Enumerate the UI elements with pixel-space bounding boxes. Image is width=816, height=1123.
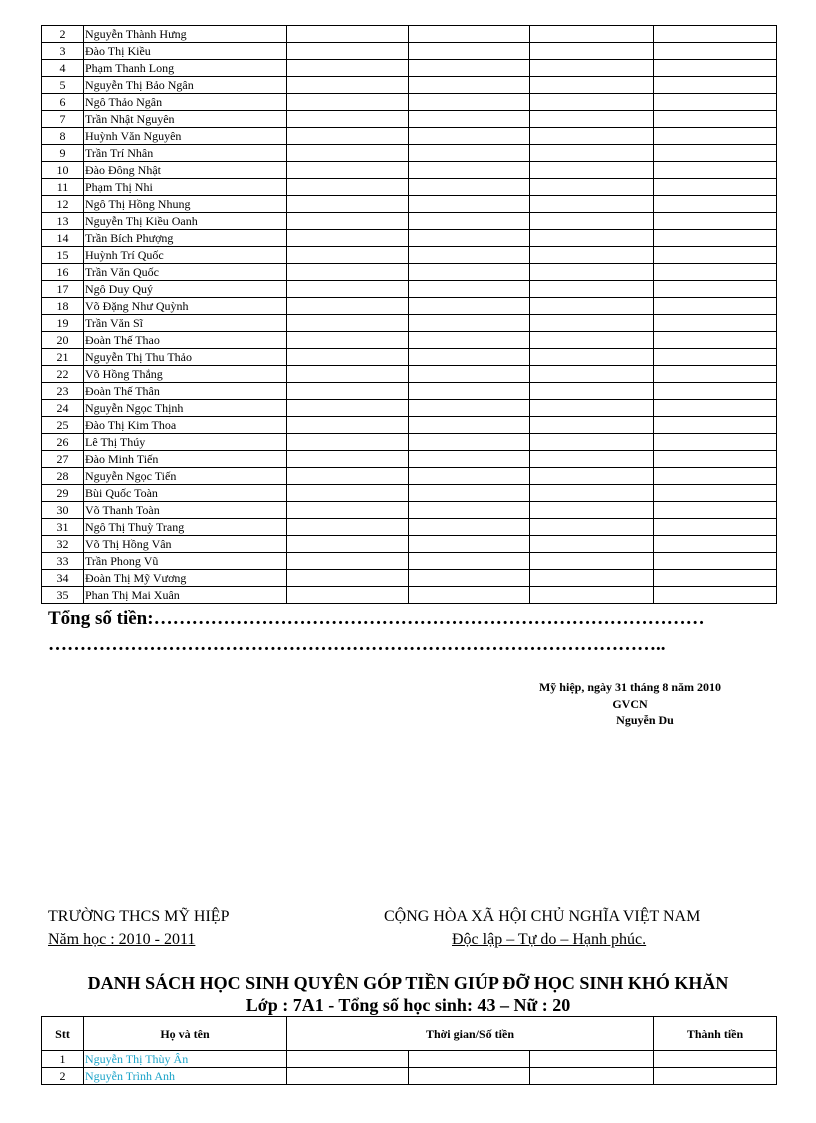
row-stt: 22 (42, 366, 84, 383)
row-student-name: Phan Thị Mai Xuân (84, 587, 287, 604)
table-row (42, 94, 777, 111)
row-amount-cell[interactable] (287, 383, 409, 400)
row-amount-cell[interactable] (409, 196, 530, 213)
header-time-amount: Thời gian/Số tiền (287, 1017, 654, 1051)
row-amount-cell[interactable] (654, 247, 777, 264)
row-student-name: Đoàn Thế Thân (84, 383, 287, 400)
row-stt: 29 (42, 485, 84, 502)
class-summary: Lớp : 7A1 - Tổng số học sinh: 43 – Nữ : 20 (245, 995, 571, 1015)
row-amount-cell[interactable] (287, 145, 409, 162)
row-amount-cell[interactable] (530, 315, 654, 332)
row-stt: 12 (42, 196, 84, 213)
row-amount-cell[interactable] (287, 349, 409, 366)
row-amount-cell[interactable] (654, 519, 777, 536)
row-amount-cell[interactable] (654, 60, 777, 77)
table-row (42, 349, 777, 366)
row-amount-cell[interactable] (530, 468, 654, 485)
row-student-name: Trần Nhật Nguyên (84, 111, 287, 128)
row-student-name: Nguyễn Trình Anh (84, 1068, 287, 1085)
row-amount-cell[interactable] (530, 179, 654, 196)
table-row (42, 434, 777, 451)
republic-heading: CỘNG HÒA XÃ HỘI CHỦ NGHĨA VIỆT NAM (384, 908, 701, 925)
donation-table-body (42, 1051, 777, 1085)
row-amount-cell[interactable] (287, 43, 409, 60)
row-student-name: Ngô Thảo Ngân (84, 94, 287, 111)
row-student-name: Bùi Quốc Toàn (84, 485, 287, 502)
row-amount-cell[interactable] (654, 26, 777, 43)
row-amount-cell[interactable] (287, 434, 409, 451)
row-student-name: Trần Văn Quốc (84, 264, 287, 281)
row-amount-cell[interactable] (287, 332, 409, 349)
row-amount-cell[interactable] (530, 587, 654, 604)
document-title: DANH SÁCH HỌC SINH QUYÊN GÓP TIỀN GIÚP ĐỠ HỌC SINH KHÓ KHĂN (87, 973, 729, 993)
row-amount-cell[interactable] (287, 60, 409, 77)
row-amount-cell[interactable] (409, 230, 530, 247)
row-amount-cell[interactable] (654, 94, 777, 111)
row-amount-cell[interactable] (409, 485, 530, 502)
row-amount-cell[interactable] (287, 400, 409, 417)
table-row (42, 536, 777, 553)
row-student-name: Nguyễn Thị Thùy Ân (84, 1051, 287, 1068)
row-amount-cell[interactable] (287, 502, 409, 519)
table-row (42, 247, 777, 264)
row-amount-cell[interactable] (409, 60, 530, 77)
row-amount-cell[interactable] (654, 502, 777, 519)
row-stt: 10 (42, 162, 84, 179)
row-amount-cell[interactable] (287, 162, 409, 179)
row-amount-cell[interactable] (654, 570, 777, 587)
table-row (42, 366, 777, 383)
row-amount-cell[interactable] (409, 162, 530, 179)
row-amount-cell[interactable] (409, 383, 530, 400)
row-amount-cell[interactable] (409, 366, 530, 383)
table-row (42, 587, 777, 604)
row-amount-cell[interactable] (530, 298, 654, 315)
table-row (42, 1068, 777, 1085)
row-amount-cell[interactable] (530, 417, 654, 434)
row-amount-cell[interactable] (287, 587, 409, 604)
row-amount-cell[interactable] (287, 1068, 409, 1085)
row-stt: 20 (42, 332, 84, 349)
row-amount-cell[interactable] (409, 451, 530, 468)
row-stt: 8 (42, 128, 84, 145)
row-amount-cell[interactable] (409, 281, 530, 298)
row-amount-cell[interactable] (654, 196, 777, 213)
row-student-name: Đào Đông Nhật (84, 162, 287, 179)
table-row (42, 128, 777, 145)
row-amount-cell[interactable] (654, 43, 777, 60)
row-student-name: Trần Bích Phượng (84, 230, 287, 247)
row-student-name: Võ Thị Hồng Vân (84, 536, 287, 553)
row-amount-cell[interactable] (530, 264, 654, 281)
row-stt: 30 (42, 502, 84, 519)
row-amount-cell[interactable] (654, 383, 777, 400)
table-row (42, 502, 777, 519)
row-amount-cell[interactable] (654, 77, 777, 94)
row-stt: 9 (42, 145, 84, 162)
row-amount-cell[interactable] (530, 145, 654, 162)
row-amount-cell[interactable] (530, 43, 654, 60)
row-amount-cell[interactable] (654, 179, 777, 196)
row-amount-cell[interactable] (409, 536, 530, 553)
row-student-name: Đào Minh Tiến (84, 451, 287, 468)
row-amount-cell[interactable] (287, 230, 409, 247)
row-amount-cell[interactable] (654, 332, 777, 349)
row-amount-cell[interactable] (530, 60, 654, 77)
row-amount-cell[interactable] (530, 502, 654, 519)
row-amount-cell[interactable] (654, 553, 777, 570)
header-stt: Stt (42, 1017, 84, 1051)
row-amount-cell[interactable] (287, 213, 409, 230)
row-amount-cell[interactable] (287, 111, 409, 128)
row-student-name: Nguyễn Thị Bảo Ngân (84, 77, 287, 94)
row-amount-cell[interactable] (654, 213, 777, 230)
row-amount-cell[interactable] (530, 451, 654, 468)
row-student-name: Huỳnh Trí Quốc (84, 247, 287, 264)
table-row (42, 468, 777, 485)
row-amount-cell[interactable] (409, 179, 530, 196)
row-amount-cell[interactable] (654, 536, 777, 553)
row-amount-cell[interactable] (409, 213, 530, 230)
row-amount-cell[interactable] (654, 145, 777, 162)
row-stt: 24 (42, 400, 84, 417)
row-amount-cell[interactable] (409, 94, 530, 111)
row-amount-cell[interactable] (287, 519, 409, 536)
row-amount-cell[interactable] (409, 417, 530, 434)
row-amount-cell[interactable] (409, 128, 530, 145)
row-amount-cell[interactable] (654, 451, 777, 468)
row-amount-cell[interactable] (530, 128, 654, 145)
row-amount-cell[interactable] (409, 145, 530, 162)
row-amount-cell[interactable] (287, 315, 409, 332)
row-amount-cell[interactable] (287, 485, 409, 502)
row-student-name: Trần Văn Sĩ (84, 315, 287, 332)
table-row (42, 281, 777, 298)
table-row (42, 77, 777, 94)
row-amount-cell[interactable] (654, 1068, 777, 1085)
total-amount-line-continued: …………………………………………………………………………………….. (48, 634, 666, 655)
row-amount-cell[interactable] (409, 434, 530, 451)
row-student-name: Huỳnh Văn Nguyên (84, 128, 287, 145)
row-amount-cell[interactable] (287, 451, 409, 468)
table-row (42, 264, 777, 281)
row-amount-cell[interactable] (530, 247, 654, 264)
row-amount-cell[interactable] (654, 468, 777, 485)
donation-table (41, 1016, 777, 1085)
row-amount-cell[interactable] (287, 128, 409, 145)
row-amount-cell[interactable] (654, 485, 777, 502)
row-amount-cell[interactable] (654, 434, 777, 451)
table-row (42, 298, 777, 315)
header-total: Thành tiền (654, 1017, 777, 1051)
row-amount-cell[interactable] (409, 1068, 530, 1085)
table-header-row (42, 1017, 777, 1051)
row-amount-cell[interactable] (409, 26, 530, 43)
row-amount-cell[interactable] (530, 26, 654, 43)
row-amount-cell[interactable] (409, 77, 530, 94)
row-amount-cell[interactable] (530, 570, 654, 587)
row-amount-cell[interactable] (409, 43, 530, 60)
row-stt: 21 (42, 349, 84, 366)
row-amount-cell[interactable] (287, 468, 409, 485)
row-stt: 2 (42, 26, 84, 43)
row-student-name: Ngô Duy Quý (84, 281, 287, 298)
row-amount-cell[interactable] (287, 536, 409, 553)
row-student-name: Phạm Thanh Long (84, 60, 287, 77)
row-student-name: Đào Thị Kim Thoa (84, 417, 287, 434)
row-amount-cell[interactable] (654, 587, 777, 604)
header-name: Họ và tên (84, 1017, 287, 1051)
row-amount-cell[interactable] (654, 264, 777, 281)
row-amount-cell[interactable] (654, 400, 777, 417)
school-year: Năm học : 2010 - 2011 (48, 931, 196, 948)
table-row (42, 519, 777, 536)
row-amount-cell[interactable] (409, 587, 530, 604)
table-row (42, 400, 777, 417)
row-stt: 16 (42, 264, 84, 281)
row-stt: 11 (42, 179, 84, 196)
student-list-table (41, 25, 777, 604)
row-stt: 32 (42, 536, 84, 553)
row-amount-cell[interactable] (287, 570, 409, 587)
row-stt: 34 (42, 570, 84, 587)
row-stt: 2 (42, 1068, 84, 1085)
table-row (42, 196, 777, 213)
row-amount-cell[interactable] (530, 77, 654, 94)
row-student-name: Đào Thị Kiều (84, 43, 287, 60)
row-amount-cell[interactable] (409, 1051, 530, 1068)
row-stt: 18 (42, 298, 84, 315)
row-student-name: Lê Thị Thúy (84, 434, 287, 451)
row-amount-cell[interactable] (530, 366, 654, 383)
row-amount-cell[interactable] (654, 298, 777, 315)
row-amount-cell[interactable] (530, 230, 654, 247)
row-stt: 14 (42, 230, 84, 247)
row-student-name: Đoàn Thị Mỹ Vương (84, 570, 287, 587)
table-row (42, 1051, 777, 1068)
row-stt: 15 (42, 247, 84, 264)
row-stt: 28 (42, 468, 84, 485)
table-row (42, 111, 777, 128)
row-student-name: Phạm Thị Nhi (84, 179, 287, 196)
table-row (42, 26, 777, 43)
row-amount-cell[interactable] (409, 400, 530, 417)
row-stt: 19 (42, 315, 84, 332)
row-amount-cell[interactable] (530, 213, 654, 230)
table-row (42, 60, 777, 77)
row-amount-cell[interactable] (287, 366, 409, 383)
row-amount-cell[interactable] (530, 383, 654, 400)
row-stt: 17 (42, 281, 84, 298)
row-amount-cell[interactable] (530, 94, 654, 111)
row-amount-cell[interactable] (654, 417, 777, 434)
row-amount-cell[interactable] (530, 162, 654, 179)
row-amount-cell[interactable] (530, 332, 654, 349)
row-amount-cell[interactable] (654, 111, 777, 128)
row-stt: 4 (42, 60, 84, 77)
row-amount-cell[interactable] (530, 196, 654, 213)
row-stt: 27 (42, 451, 84, 468)
row-amount-cell[interactable] (409, 502, 530, 519)
row-amount-cell[interactable] (409, 349, 530, 366)
table-row (42, 43, 777, 60)
row-amount-cell[interactable] (409, 570, 530, 587)
row-stt: 25 (42, 417, 84, 434)
table-row (42, 553, 777, 570)
row-amount-cell[interactable] (409, 332, 530, 349)
row-amount-cell[interactable] (287, 553, 409, 570)
row-amount-cell[interactable] (287, 94, 409, 111)
row-student-name: Ngô Thị Hồng Nhung (84, 196, 287, 213)
school-name: TRƯỜNG THCS MỸ HIỆP (48, 908, 230, 925)
row-student-name: Võ Thanh Toàn (84, 502, 287, 519)
row-amount-cell[interactable] (409, 553, 530, 570)
row-student-name: Trần Trí Nhân (84, 145, 287, 162)
row-stt: 3 (42, 43, 84, 60)
row-amount-cell[interactable] (654, 349, 777, 366)
table-row (42, 485, 777, 502)
row-amount-cell[interactable] (530, 485, 654, 502)
row-student-name: Nguyễn Thành Hưng (84, 26, 287, 43)
row-student-name: Nguyễn Ngọc Tiến (84, 468, 287, 485)
row-amount-cell[interactable] (654, 281, 777, 298)
row-amount-cell[interactable] (287, 77, 409, 94)
row-amount-cell[interactable] (287, 196, 409, 213)
total-amount-line: Tổng số tiền:…………………………………………………………………………… (48, 608, 705, 629)
table-row (42, 570, 777, 587)
row-amount-cell[interactable] (654, 230, 777, 247)
row-stt: 1 (42, 1051, 84, 1068)
row-student-name: Võ Đặng Như Quỳnh (84, 298, 287, 315)
row-amount-cell[interactable] (287, 247, 409, 264)
row-amount-cell[interactable] (409, 519, 530, 536)
row-stt: 33 (42, 553, 84, 570)
row-amount-cell[interactable] (654, 315, 777, 332)
row-amount-cell[interactable] (530, 434, 654, 451)
national-motto: Độc lập – Tự do – Hạnh phúc. (452, 931, 647, 948)
row-amount-cell[interactable] (530, 281, 654, 298)
table-row (42, 179, 777, 196)
signature-name: Nguyễn Du (616, 713, 674, 727)
row-student-name: Ngô Thị Thuỳ Trang (84, 519, 287, 536)
row-amount-cell[interactable] (530, 400, 654, 417)
row-amount-cell[interactable] (530, 536, 654, 553)
row-student-name: Nguyễn Thị Kiều Oanh (84, 213, 287, 230)
row-amount-cell[interactable] (409, 111, 530, 128)
row-amount-cell[interactable] (654, 162, 777, 179)
row-amount-cell[interactable] (409, 264, 530, 281)
row-amount-cell[interactable] (530, 349, 654, 366)
row-student-name: Nguyễn Ngọc Thịnh (84, 400, 287, 417)
row-stt: 35 (42, 587, 84, 604)
row-stt: 31 (42, 519, 84, 536)
row-amount-cell[interactable] (287, 417, 409, 434)
row-stt: 26 (42, 434, 84, 451)
signature-date: Mỹ hiệp, ngày 31 tháng 8 năm 2010 (538, 680, 722, 694)
row-amount-cell[interactable] (287, 1051, 409, 1068)
row-amount-cell[interactable] (530, 553, 654, 570)
row-amount-cell[interactable] (530, 1068, 654, 1085)
table-row (42, 417, 777, 434)
row-amount-cell[interactable] (409, 247, 530, 264)
table-row (42, 383, 777, 400)
table-row (42, 332, 777, 349)
row-amount-cell[interactable] (530, 519, 654, 536)
table-row (42, 145, 777, 162)
table-row (42, 315, 777, 332)
row-amount-cell[interactable] (530, 1051, 654, 1068)
row-student-name: Trần Phong Vũ (84, 553, 287, 570)
row-amount-cell[interactable] (409, 315, 530, 332)
row-amount-cell[interactable] (409, 468, 530, 485)
row-stt: 23 (42, 383, 84, 400)
row-amount-cell[interactable] (287, 281, 409, 298)
row-amount-cell[interactable] (287, 179, 409, 196)
row-stt: 7 (42, 111, 84, 128)
table-row (42, 162, 777, 179)
row-stt: 13 (42, 213, 84, 230)
row-amount-cell[interactable] (287, 298, 409, 315)
row-amount-cell[interactable] (530, 111, 654, 128)
row-student-name: Nguyễn Thị Thu Thảo (84, 349, 287, 366)
table-row (42, 451, 777, 468)
row-student-name: Võ Hồng Thắng (84, 366, 287, 383)
row-student-name: Đoàn Thế Thao (84, 332, 287, 349)
row-stt: 5 (42, 77, 84, 94)
row-amount-cell[interactable] (287, 264, 409, 281)
table-row (42, 230, 777, 247)
table-row (42, 213, 777, 230)
row-amount-cell[interactable] (409, 298, 530, 315)
row-amount-cell[interactable] (654, 366, 777, 383)
row-amount-cell[interactable] (654, 128, 777, 145)
row-stt: 6 (42, 94, 84, 111)
student-list-body (42, 26, 777, 604)
signature-role: GVCN (612, 697, 648, 711)
row-amount-cell[interactable] (654, 1051, 777, 1068)
row-amount-cell[interactable] (287, 26, 409, 43)
